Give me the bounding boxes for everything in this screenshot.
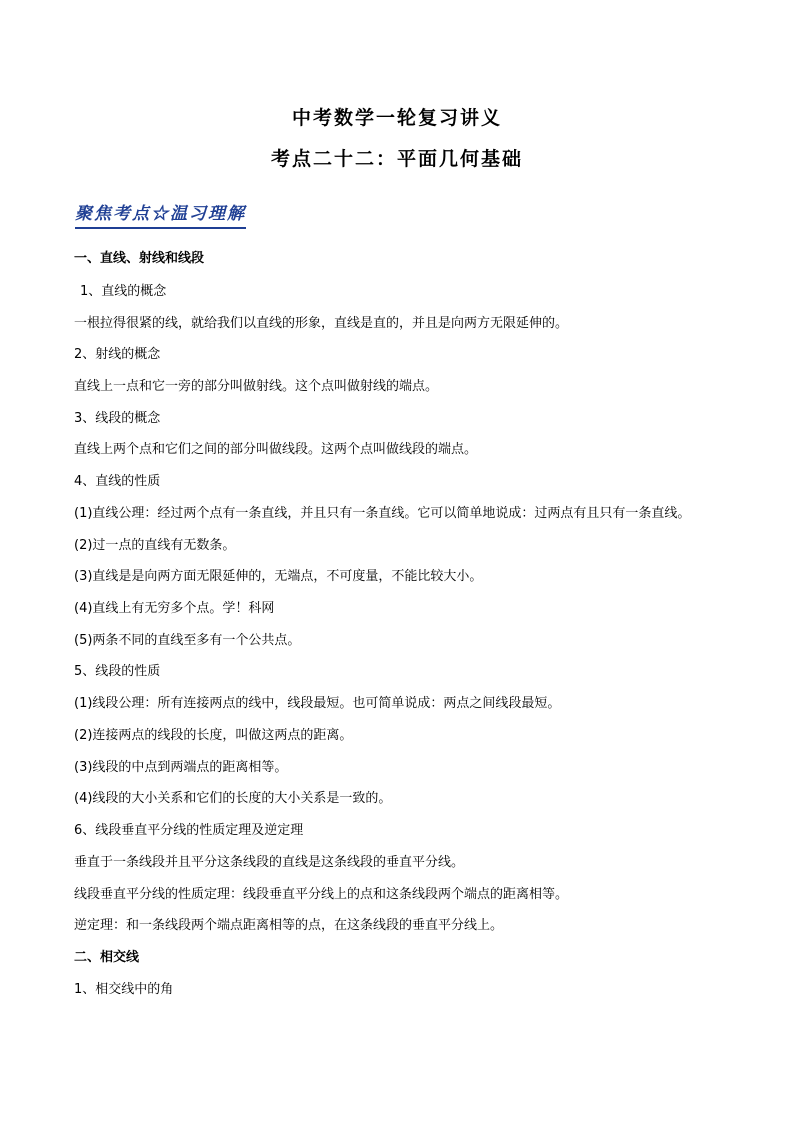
- subheading-ray-concept: 2、射线的概念: [74, 347, 161, 362]
- section-heading-intersecting-lines: 二、相交线: [74, 950, 140, 965]
- paragraph: 线段垂直平分线的性质定理：线段垂直平分线上的点和这条线段两个端点的距离相等。: [74, 887, 569, 902]
- section-banner: 聚焦考点☆温习理解: [75, 203, 246, 229]
- page-title: 中考数学一轮复习讲义: [291, 107, 502, 129]
- subheading-segment-properties: 5、线段的性质: [74, 664, 161, 679]
- paragraph: 逆定理：和一条线段两个端点距离相等的点，在这条线段的垂直平分线上。: [74, 918, 504, 933]
- paragraph: 直线上一点和它一旁的部分叫做射线。这个点叫做射线的端点。: [74, 379, 439, 394]
- subheading-line-properties: 4、直线的性质: [74, 474, 161, 489]
- list-item: (1)直线公理：经过两个点有一条直线，并且只有一条直线。它可以简单地说成：过两点有且只有一条直线。: [74, 506, 691, 521]
- list-item: (4)直线上有无穷多个点。学！科网: [74, 601, 275, 616]
- subheading-angles: 1、相交线中的角: [74, 982, 174, 997]
- page-subtitle: 考点二十二：平面几何基础: [270, 148, 523, 170]
- list-item: (1)线段公理：所有连接两点的线中，线段最短。也可简单说成：两点之间线段最短。: [74, 696, 561, 711]
- subheading-line-concept: 1、直线的概念: [80, 284, 167, 299]
- list-item: (2)连接两点的线段的长度，叫做这两点的距离。: [74, 728, 353, 743]
- list-item: (5)两条不同的直线至多有一个公共点。: [74, 633, 301, 648]
- paragraph: 一根拉得很紧的线，就给我们以直线的形象，直线是直的，并且是向两方无限延伸的。: [74, 316, 569, 331]
- list-item: (3)线段的中点到两端点的距离相等。: [74, 760, 288, 775]
- paragraph: 直线上两个点和它们之间的部分叫做线段。这两个点叫做线段的端点。: [74, 442, 478, 457]
- list-item: (3)直线是是向两方面无限延伸的，无端点，不可度量，不能比较大小。: [74, 569, 483, 584]
- list-item: (2)过一点的直线有无数条。: [74, 538, 236, 553]
- list-item: (4)线段的大小关系和它们的长度的大小关系是一致的。: [74, 791, 392, 806]
- subheading-perpendicular-bisector: 6、线段垂直平分线的性质定理及逆定理: [74, 823, 304, 838]
- paragraph: 垂直于一条线段并且平分这条线段的直线是这条线段的垂直平分线。: [74, 855, 465, 870]
- subheading-segment-concept: 3、线段的概念: [74, 411, 161, 426]
- section-heading-lines: 一、直线、射线和线段: [74, 251, 205, 266]
